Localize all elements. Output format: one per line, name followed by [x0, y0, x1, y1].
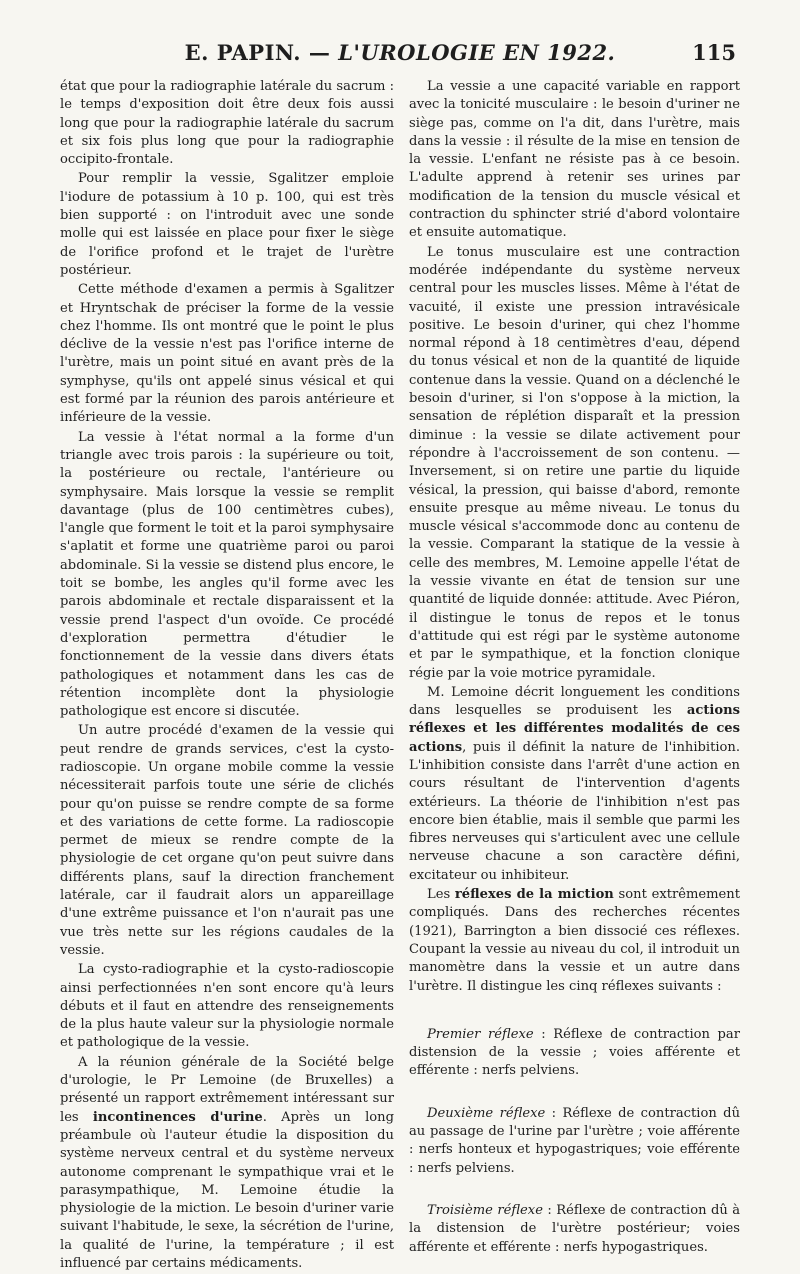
reflex-label: Deuxième réflexe	[427, 1105, 546, 1121]
reflex-label: Troisième réflexe	[427, 1202, 543, 1218]
running-title-work: L'UROLOGIE EN 1922.	[338, 40, 616, 65]
paragraph: La vessie à l'état normal a la forme d'un triangle avec trois parois : la supérieure ou toit, la postérieure ou rectale, l'antérieure ou symphysaire. Mais lorsque la vessie se remplit davantage (plus de 100 centimètres cubes), l'angle que forment le toit et la paroi symphysaire s'aplatit et forme une quatrième paroi ou paroi abdominale. Si la vessie se distend plus encore, le toit se bombe, les angles qu'il forme avec les parois abdominale et rectale disparaissent et la vessie prend l'aspect d'un ovoïde. Ce procédé d'exploration permettra d'étudier le fonctionnement de la vessie dans divers états pathologiques et notamment dans les cas de rétention incomplète dont la physiologie pathologique est encore si discutée.	[60, 429, 394, 720]
reflex-text: : Réflexe de contraction dû au passage de l'urine par l'urètre ; voie afférente : nerfs honteux et hypogastriques; voie efférente : nerfs pelviens.	[409, 1105, 740, 1176]
paragraph	[60, 1054, 394, 1274]
running-title	[60, 40, 740, 65]
paragraph	[409, 886, 740, 996]
bold-term: réflexes de la miction	[454, 887, 614, 903]
text-run: Les	[427, 887, 455, 903]
paragraph: La cysto-radiographie et la cysto-radioscopie ainsi perfectionnées n'en sont encore qu'à leurs débuts et il faut en attendre des renseignements de la plus haute valeur sur la physiologie normale et pathologique de la vessie.	[60, 962, 394, 1051]
reflex-3	[409, 1202, 740, 1257]
page-header	[60, 40, 740, 74]
text-run: , puis il définit la nature de l'inhibition. L'inhibition consiste dans l'arrêt d'une action en cours résultant de l'intervention d'agents extérieurs. La théorie de l'inhibition n'est pas encore bien établie, mais il semble que parmi les fibres nerveuses qui s'articulent avec une cellule nerveuse chacune a son caractère défini, excitateur ou inhibiteur.	[409, 739, 740, 883]
paragraph: état que pour la radiographie latérale du sacrum : le temps d'exposition doit être deux fois aussi long que pour la radiographie latérale du sacrum et six fois plus long que pour la radiographie occipito-frontale.	[60, 79, 394, 168]
running-title-author: E. PAPIN. —	[184, 40, 339, 65]
reflex-text: : Réflexe de contraction par distension de la vessie ; voies afférente et efférente : nerfs pelviens.	[409, 1026, 740, 1079]
paragraph: Cette méthode d'examen a permis à Sgalitzer et Hryntschak de préciser la forme de la vessie chez l'homme. Ils ont montré que le point le plus déclive de la vessie n'est pas l'orifice interne de l'urètre, mais un point situé en avant près de la symphyse, qu'ils ont appelé sinus vésical et qui est formé par la réunion des parois antérieure et inférieure de la vessie.	[60, 282, 394, 426]
bold-term: actions réflexes et les différentes modalités de ces actions	[409, 703, 740, 755]
reflex-2	[409, 1105, 740, 1178]
reflex-1	[409, 1026, 740, 1081]
text-run: A la réunion générale de la Société belge d'urologie, le Pr Lemoine (de Bruxelles) a présenté un rapport extrêmement intéressant sur les	[60, 1054, 394, 1125]
page-number: 115	[692, 40, 736, 65]
reflex-label: Premier réflexe	[427, 1026, 534, 1042]
reflex-text: : Réflexe de contraction dû à la distension de l'urètre postérieur; voies afférente et efférente : nerfs hypogastriques.	[409, 1202, 741, 1255]
text-run: M. Lemoine décrit longuement les conditions dans lesquelles se produisent les	[409, 684, 740, 719]
text-run: sont extrêmement compliqués. Dans des recherches récentes (1921), Barrington a bien dissocié ces réflexes. Coupant la vessie au niveau du col, il introduit un manomètre dans la vessie et un autre dans l'urètre. Il distingue les cinq réflexes suivants :	[409, 887, 740, 994]
right-column	[409, 78, 740, 1261]
bold-term: incontinences d'urine	[92, 1109, 263, 1125]
paragraph: La vessie a une capacité variable en rapport avec la tonicité musculaire : le besoin d'uriner ne siège pas, comme on l'a dit, dans l'urètre, mais dans la vessie : il résulte de la mise en tension de la vessie. L'enfant ne résiste pas à ce besoin. L'adulte apprend à retenir ses urines par modification de la tension du muscle vésical et contraction du sphincter strié d'abord volontaire et ensuite automatique.	[409, 79, 740, 241]
paragraph: Le tonus musculaire est une contraction modérée indépendante du système nerveux central pour les muscles lisses. Même à l'état de vacuité, il existe une pression intravésicale positive. Le besoin d'uriner, qui chez l'homme normal répond à 18 centimètres d'eau, dépend du tonus vésical et non de la quantité de liquide contenue dans la vessie. Quand on a déclenché le besoin d'uriner, si l'on s'oppose à la miction, la sensation de réplétion disparaît et la pression diminue : la vessie se dilate activement pour répondre à l'accroissement de son contenu. — Inversement, si on retire une partie du liquide vésical, la pression, qui baisse d'abord, remonte ensuite presque au même niveau. Le tonus du muscle vésical s'accommode donc au contenu de la vessie. Comparant la statique de la vessie à celle des membres, M. Lemoine appelle l'état de la vessie vivante en état de tension sur une quantité de liquide donnée: attitude. Avec Piéron, il distingue le tonus de repos et le tonus d'attitude qui est régi par le système autonome et par le sympathique, et la fonction clonique régie par la voie motrice pyramidale.	[409, 244, 740, 681]
text-run: . Après un long préambule où l'auteur étudie la disposition du système nerveux central et du système nerveux autonome comprenant le sympathique vrai et le parasympathique, M. Lemoine étudie la physiologie de la miction. Le besoin d'uriner varie suivant l'habitude, le sexe, la sécrétion de l'urine, la qualité de l'urine, la température ; il est influencé par certains médicaments.	[60, 1109, 394, 1271]
left-column	[60, 78, 394, 1274]
paragraph: Un autre procédé d'examen de la vessie qui peut rendre de grands services, c'est la cysto-radioscopie. Un organe mobile comme la vessie nécessiterait parfois toute une série de clichés pour qu'on puisse se rendre compte de sa forme et des variations de cette forme. La radioscopie permet de mieux se rendre compte de la physiologie de cet organe qu'on peut suivre dans différents plans, sauf la direction franchement latérale, car il faudrait alors un appareillage d'une extrême puissance et l'on n'aurait pas une vue très nette sur les régions caudales de la vessie.	[60, 723, 394, 958]
paragraph: Pour remplir la vessie, Sgalitzer emploie l'iodure de potassium à 10 p. 100, qui est très bien supporté : on l'introduit avec une sonde molle qui est laissée en place pour fixer le siège de l'orifice profond et le trajet de l'urètre postérieur.	[60, 171, 394, 278]
paragraph	[409, 684, 740, 885]
